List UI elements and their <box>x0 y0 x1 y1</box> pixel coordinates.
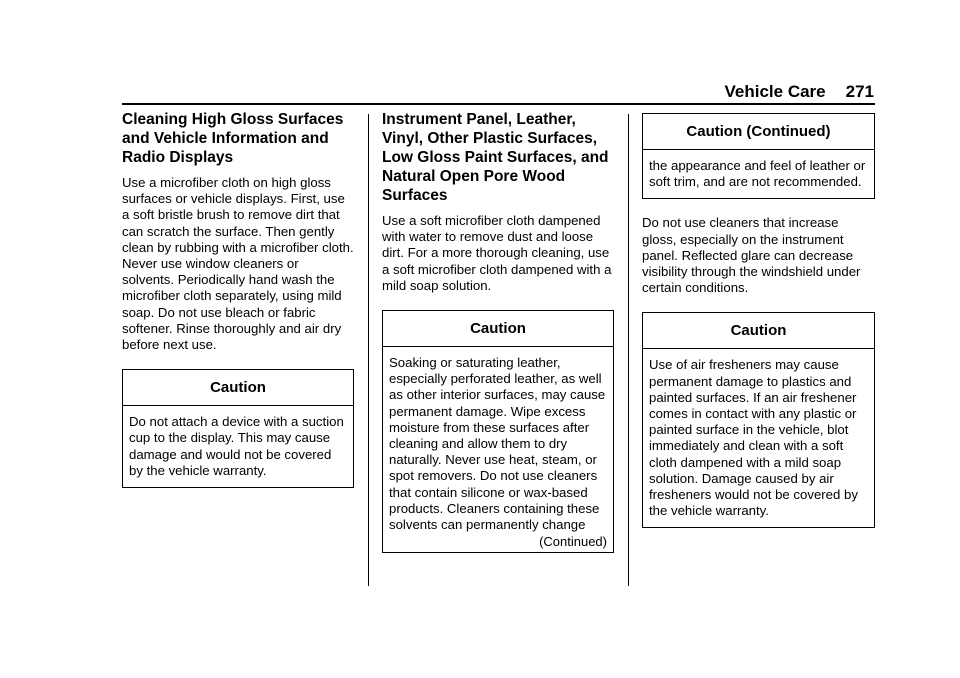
caution-body <box>383 347 613 552</box>
paragraph-gloss-cleaners: Do not use cleaners that increase gloss, especially on the instrument panel. Reflected glare can decrease visibility through the windshield under certain conditions. <box>642 215 861 296</box>
column-divider <box>628 114 629 586</box>
heading-instrument-panel: Instrument Panel, Leather, Vinyl, Other Plastic Surfaces, Low Gloss Paint Surfaces, and Natural Open Pore Wood Surfaces <box>382 111 609 204</box>
continued-note: (Continued) <box>539 534 607 550</box>
caution-box <box>382 310 614 553</box>
page-header <box>725 82 875 102</box>
header-rule <box>122 103 875 105</box>
caution-text: Soaking or saturating leather, especially perforated leather, as well as other interior surfaces, may cause permanent damage. Wipe excess moisture from these surfaces after cleaning and allow them to dry naturally. Never use heat, steam, or spot removers. Do not use cleaners that contain silicone or wax-based products. Cleaners containing these solvents can permanently change <box>389 355 606 533</box>
column-left <box>122 110 354 488</box>
heading-high-gloss-surfaces: Cleaning High Gloss Surfaces and Vehicle Information and Radio Displays <box>122 111 344 166</box>
paragraph-high-gloss: Use a microfiber cloth on high gloss surfaces or vehicle displays. First, use a soft bristle brush to remove dirt that can scratch the surface. Then gently clean by rubbing with a microfiber cloth. Never use window cleaners or solvents. Periodically hand wash the microfiber cloth separately, using mild soap. Do not use bleach or fabric softener. Rinse thoroughly and air dry before next use. <box>122 175 354 353</box>
caution-text: the appearance and feel of leather or soft trim, and are not recommended. <box>649 158 866 190</box>
column-right <box>642 110 875 528</box>
caution-text: Use of air fresheners may cause permanent damage to plastics and painted surfaces. If an air freshener comes in contact with any plastic or painted surface in the vehicle, blot immediately and clean with a soft cloth dampened with a mild soap solution. Damage caused by air fresheners would not be covered by the vehicle warranty. <box>649 357 858 519</box>
caution-title: Caution (Continued) <box>643 114 874 150</box>
caution-title: Caution <box>383 311 613 347</box>
caution-box-continued <box>642 113 875 199</box>
page-number: 271 <box>845 82 874 101</box>
column-divider <box>368 114 369 586</box>
caution-title: Caution <box>123 370 353 406</box>
caution-title: Caution <box>643 313 874 349</box>
caution-box <box>122 369 354 488</box>
paragraph-instrument-panel: Use a soft microfiber cloth dampened with water to remove dust and loose dirt. For a more thorough cleaning, use a soft microfiber cloth dampened with a mild soap solution. <box>382 213 612 293</box>
section-title: Vehicle Care <box>724 82 826 101</box>
caution-text: Do not attach a device with a suction cup to the display. This may cause damage and would not be covered by the vehicle warranty. <box>129 414 344 478</box>
column-middle <box>382 110 614 553</box>
caution-box <box>642 312 875 528</box>
